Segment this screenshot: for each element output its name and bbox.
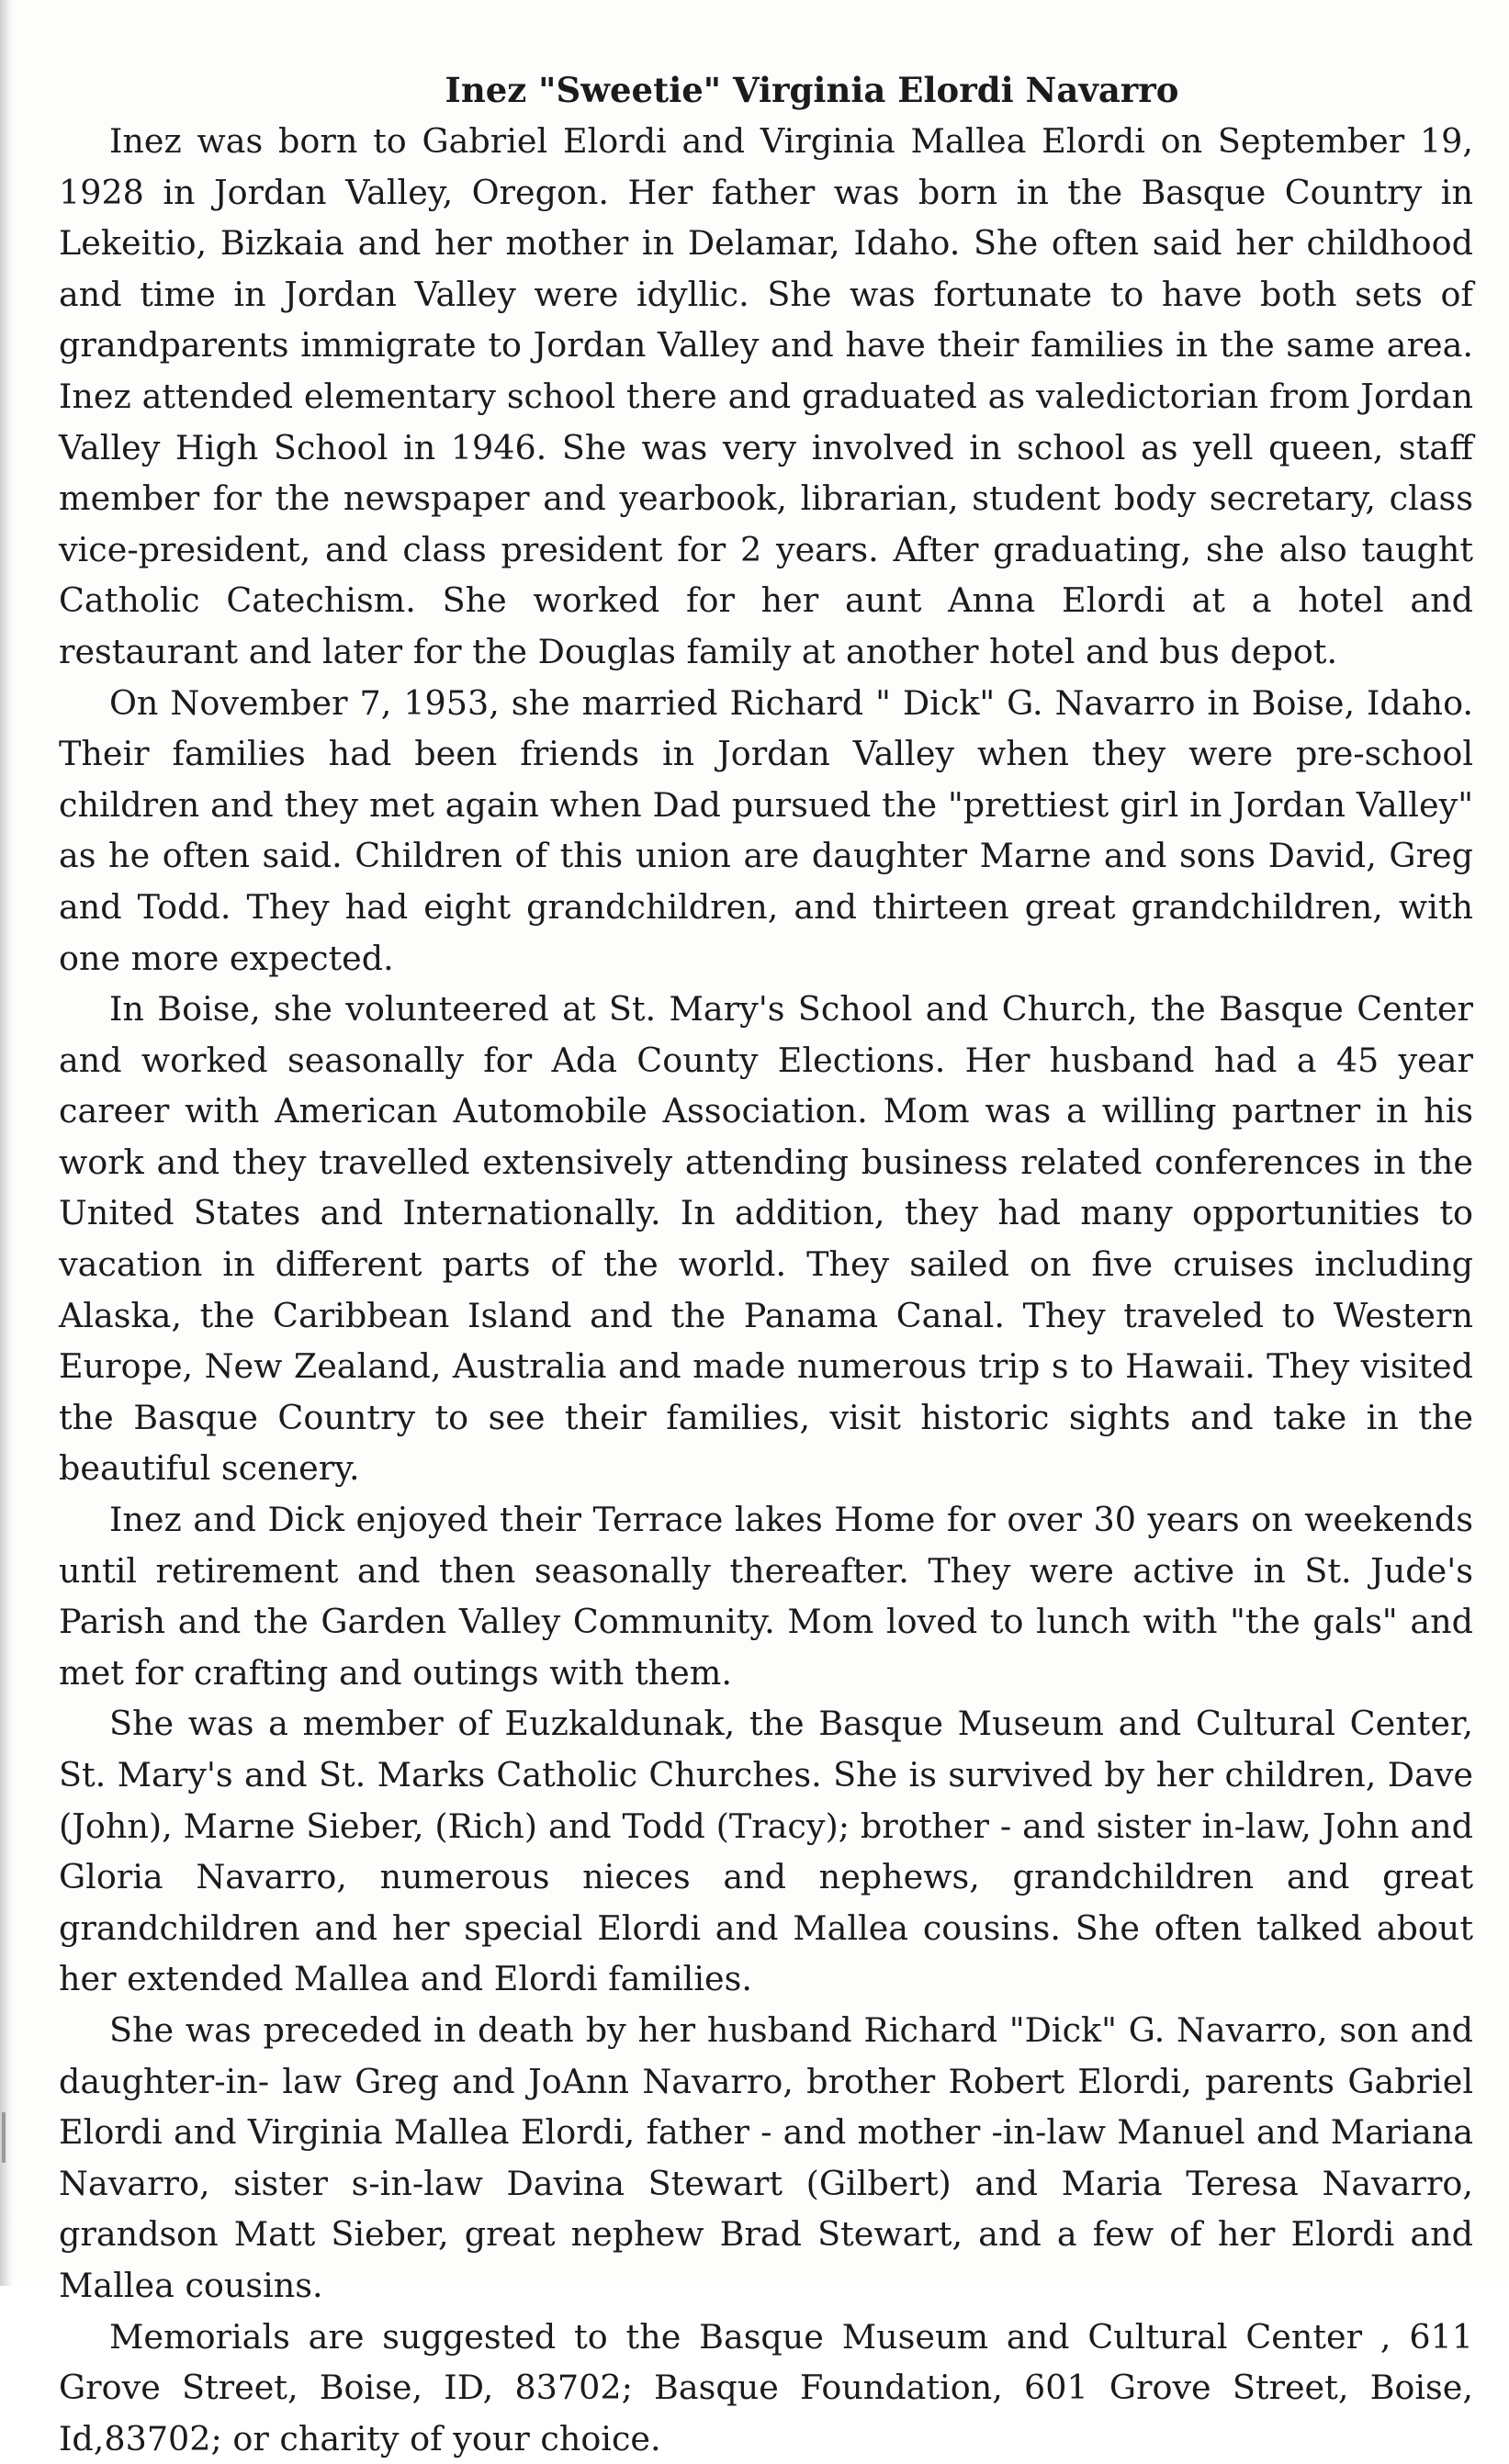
paragraph-survivors: She was a member of Euzkaldunak, the Basque Museum and Cultural Center, St. Mary's and St. Marks Catholic Churches. She is survived by her children, Dave (John), Marne Sieber, (Rich) and Todd (Tracy); brother - and sister in-law, John and Gloria Navarro, numerous nieces and nephews, grandchildren and great grandchildren and her special Elordi and Mallea cousins. She often talked about her extended Mallea and Elordi families.	[59, 1704, 1473, 1999]
paragraph-memorials: Memorials are suggested to the Basque Museum and Cultural Center , 611 Grove Street, Boise, ID, 83702; Basque Foundation, 601 Grove Street, Boise, Id,83702; or charity of your choice.	[59, 2316, 1473, 2458]
paragraph-terrace-lakes: Inez and Dick enjoyed their Terrace lakes Home for over 30 years on weekends until retirement and then seasonally thereafter. They were active in St. Jude's Parish and the Garden Valley Community. Mom loved to lunch with "the gals" and met for crafting and outings with them.	[59, 1500, 1473, 1693]
obituary-text	[59, 64, 1473, 2464]
scan-edge-shadow	[0, 0, 13, 2286]
paragraph-marriage: On November 7, 1953, she married Richard " Dick" G. Navarro in Boise, Idaho. Their families had been friends in Jordan Valley when they were pre-school children and they met again when Dad pursued the "prettiest girl in Jordan Valley" as he often said. Children of this union are daughter Marne and sons David, Greg and Todd. They had eight grandchildren, and thirteen great grandchildren, with one more expected.	[59, 682, 1473, 978]
paragraph-preceded: She was preceded in death by her husband Richard "Dick" G. Navarro, son and daughter-in- law Greg and JoAnn Navarro, brother Robert Elordi, parents Gabriel Elordi and Virginia Mallea Elordi, father - and mother -in-law Manuel and Mariana Navarro, sister s-in-law Davina Stewart (Gilbert) and Maria Teresa Navarro, grandson Matt Sieber, great nephew Brad Stewart, and a few of her Elordi and Mallea cousins.	[59, 2009, 1473, 2305]
page-title: Inez "Sweetie" Virginia Elordi Navarro	[445, 70, 1179, 110]
scan-mark	[2, 2112, 6, 2163]
paragraph-early-life: Inez was born to Gabriel Elordi and Virginia Mallea Elordi on September 19, 1928 in Jordan Valley, Oregon. Her father was born in the Basque Country in Lekeitio, Bizkaia and her mother in Delamar, Idaho. She often said her childhood and time in Jordan Valley were idyllic. She was fortunate to have both sets of grandparents immigrate to Jordan Valley and have their families in the same area. Inez attended elementary school there and graduated as valedictorian from Jordan Valley High School in 1946. She was very involved in school as yell queen, staff member for the newspaper and yearbook, librarian, student body secretary, class vice-president, and class president for 2 years. After graduating, she also taught Catholic Catechism. She worked for her aunt Anna Elordi at a hotel and restaurant and later for the Douglas family at another hotel and bus depot.	[59, 121, 1473, 671]
paragraph-boise: In Boise, she volunteered at St. Mary's School and Church, the Basque Center and worked seasonally for Ada County Elections. Her husband had a 45 year career with American Automobile Association. Mom was a willing partner in his work and they travelled extensively attending business related conferences in the United States and Internationally. In addition, they had many opportunities to vacation in different parts of the world. They sailed on five cruises including Alaska, the Caribbean Island and the Panama Canal. They traveled to Western Europe, New Zealand, Australia and made numerous trip s to Hawaii. They visited the Basque Country to see their families, visit historic sights and take in the beautiful scenery.	[59, 989, 1473, 1489]
